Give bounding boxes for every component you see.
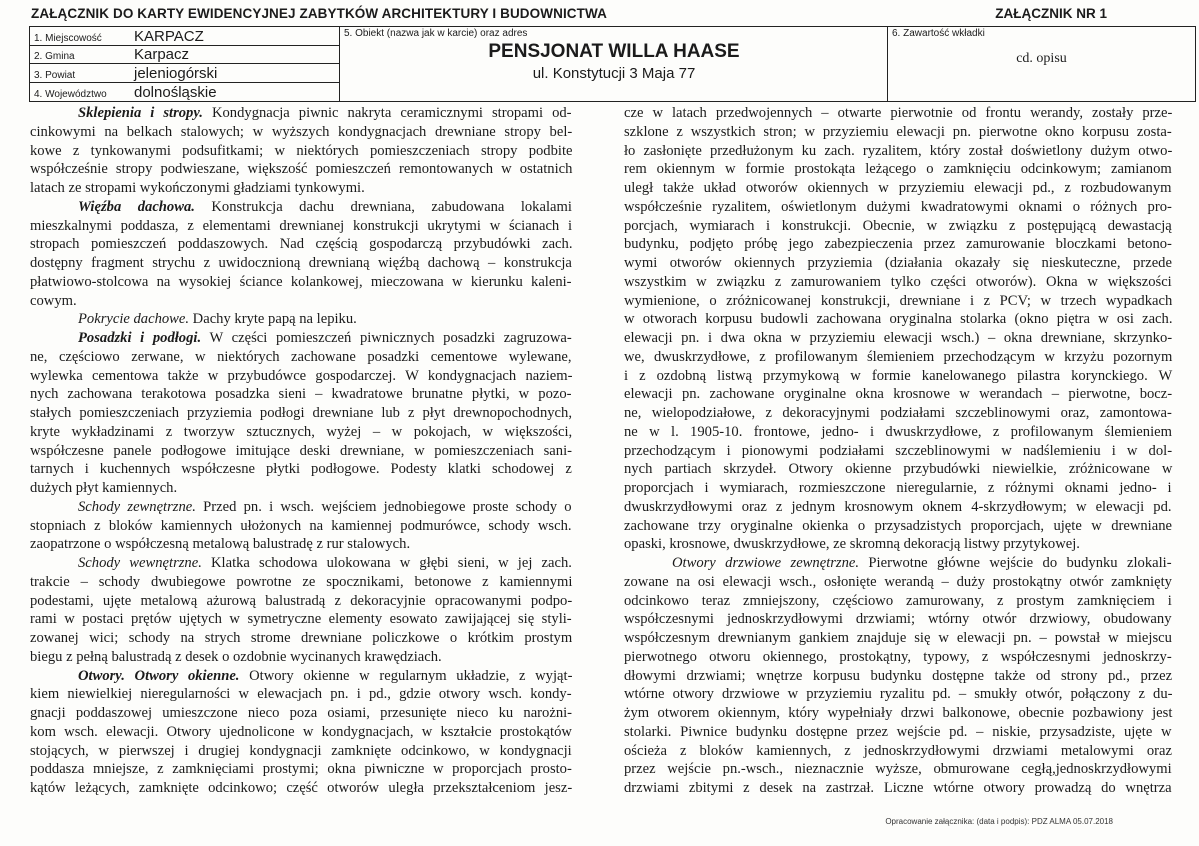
text-line: [30, 667, 572, 686]
text-line: [30, 310, 572, 329]
text-line: [30, 554, 572, 573]
line-text: W części pomieszczeń piwnicznych posadzki zagruzowa-: [201, 330, 572, 346]
section-heading: Schody zewnętrzne.: [78, 498, 196, 515]
field-label: 3. Powiat: [34, 69, 76, 81]
line-text: zowane na osi elewacji wsch., osłonięte werandą – duży prostokątny otwór zamknięty: [624, 573, 1172, 590]
line-text: stałych pomieszczeniach przyziemia podłogi drewniane lub z płyt drewnopochodnych,: [30, 405, 572, 421]
line-text: zachowane trzy oryginalne okienka o przysadzistych proporcjach, ujęte w drewniane: [624, 517, 1172, 534]
text-line: [30, 610, 572, 629]
line-text: pierwotnego otworu okiennego, prostokątny, typowy, z współczesnymi jednoskrzy-: [624, 648, 1172, 665]
section-heading: Posadzki i podłogi.: [78, 330, 202, 346]
text-line: [624, 217, 1172, 236]
text-line: [30, 254, 572, 273]
line-text: elewacji pn. i dwa okna w przyziemiu elewacji wsch.) – okna drewniane, skrzynko-: [624, 330, 1173, 346]
footer-note: Opracowanie załącznika: (data i podpis): PDZ ALMA 05.07.2018: [885, 817, 1113, 826]
text-line: [624, 142, 1172, 161]
line-text: kowe z tynkowanymi podsufitkami; w niektórych pomieszczeniach stropy podbite: [30, 142, 573, 159]
line-text: ne, częściowo zerwane, w niektórych zachowane posadzki cementowe wylewane,: [30, 348, 572, 365]
text-line: [30, 273, 572, 292]
line-text: dostępny fragment strychu z uwidocznioną drewnianą więźbą dachową – konstrukcja: [30, 255, 572, 271]
text-line: [624, 348, 1172, 367]
text-line: [624, 667, 1172, 686]
line-text: wylewka cementowa także w przybudówce gospodarczej. W kondygnacjach naziem-: [30, 367, 573, 384]
line-text: stropach pomieszczeń poddaszowych. Nad częścią gospodarczą przybudówki zach.: [30, 236, 573, 253]
field-row-county: [30, 64, 340, 83]
text-line: [30, 535, 572, 554]
line-text: ne, wielopodziałowe, z dekoracyjnymi podziałami szczeblinowymi oraz, zamontowa-: [624, 405, 1172, 421]
text-line: [30, 517, 572, 536]
line-text: wtórne otwory drzwiowe w przyziemiu ryzalitu pd. – smukły otwór, połączony z du-: [624, 686, 1173, 703]
line-text: dłowymi drzwiami; wnętrze korpusu budynku dostępne także od strony pd., przez: [624, 667, 1173, 684]
text-column-left: [30, 104, 572, 798]
text-line: [30, 142, 572, 161]
text-line: [30, 385, 572, 404]
text-line: [30, 179, 572, 198]
line-text: Klatka schodowa ulokowana w głębi sieni, w jej zach.: [201, 555, 572, 571]
text-line: [624, 479, 1172, 498]
text-line: [624, 648, 1172, 667]
line-text: stolarki. Piwnice budynku dostępne przez wejście pd. – niskie, przysadziste, ujęte w: [624, 723, 1172, 740]
text-line: [30, 573, 572, 592]
text-line: [624, 685, 1172, 704]
attachment-title: ZAŁĄCZNIK DO KARTY EWIDENCYJNEJ ZABYTKÓW ARCHITEKTURY I BUDOWNICTWA: [31, 6, 607, 21]
text-line: [30, 742, 572, 761]
text-line: [30, 198, 572, 217]
text-line: [624, 423, 1172, 442]
text-line: [624, 367, 1172, 386]
line-text: w otworach korpusu budowli zachowana oryginalna stolarka (okno piętra w osi zach.: [624, 311, 1173, 328]
attachment-number: ZAŁĄCZNIK NR 1: [995, 6, 1107, 21]
text-line: [30, 704, 572, 723]
text-line: [624, 123, 1172, 142]
object-label: 5. Obiekt (nazwa jak w karcie) oraz adres: [344, 28, 528, 39]
text-line: [624, 498, 1172, 517]
text-line: [30, 123, 572, 142]
text-line: [30, 498, 572, 517]
text-line: [624, 554, 1172, 573]
line-text: tarnych i kuchennych współczesne płytki podłogowe. Podesty klatki schodowej z: [30, 461, 572, 478]
text-line: [30, 160, 572, 179]
line-text: zowanej wici; schody na strych strome drewniane policzkowe o krótkim prostym: [30, 630, 573, 646]
text-line: [624, 235, 1172, 254]
text-line: [624, 273, 1172, 292]
line-text: współcześnie ryzalitem, oświetlonym dużymi kwadratowymi oknami o różnych pro-: [624, 198, 1172, 215]
object-address: ul. Konstytucji 3 Maja 77: [532, 65, 696, 82]
line-text: trakcie – schody dwubiegowe powrotne ze spocznikami, betonowe z kamiennymi: [30, 573, 573, 590]
line-text: stopniach z bloków kamiennych ułożonych na kamiennej podmurówce, schody wsch.: [30, 517, 572, 534]
text-line: [30, 648, 572, 667]
line-text: wymienione, o zróżnicowanej konstrukcji, drewniane i z PCV; w trzech wypadkach: [624, 292, 1173, 309]
text-line: [30, 479, 572, 498]
line-text: współcześnie stropy podwieszane, większość pomieszczeń remontowanych w ostatnich: [30, 161, 573, 178]
location-fields: [30, 27, 340, 101]
object-cell: [340, 27, 888, 101]
contents-value: cd. opisu: [1016, 51, 1067, 66]
field-value: Karpacz: [134, 46, 190, 63]
text-line: [30, 460, 572, 479]
text-line: [30, 685, 572, 704]
field-row-voivodeship: [30, 83, 340, 102]
section-heading: Schody wewnętrzne.: [78, 555, 202, 571]
text-line: [30, 723, 572, 742]
line-text: we, dwuskrzydłowe, z profilowanym ślemieniem przechodzącym w krzyżu pozornym: [624, 348, 1173, 365]
text-line: [624, 573, 1172, 592]
line-text: współczesnym drewnianym gankiem znajduje się w elewacji pn. – powstał w miejscu: [624, 630, 1172, 646]
text-line: [30, 404, 572, 423]
text-line: [624, 404, 1172, 423]
section-heading: Otwory drzwiowe zewnętrzne.: [672, 555, 860, 571]
line-text: rami w postaci prętów ujętych w symetryczne elementy esowato zawijającej się styli-: [30, 611, 572, 628]
text-line: [624, 460, 1172, 479]
field-label: 2. Gmina: [34, 51, 75, 62]
field-row-locality: [30, 27, 340, 46]
text-line: [30, 367, 572, 386]
text-line: [624, 310, 1172, 329]
text-line: [624, 198, 1172, 217]
line-text: wymi otworów okiennych przyziemia (działania okazały się nieskuteczne, przede: [624, 255, 1172, 271]
line-text: nych zachowana terakotowa posadzka sieni – kwadratowe brunatne płytki, w pozo-: [30, 386, 572, 403]
line-text: współczesne panele podłogowe imitujące deski drewniane, w pomieszczeniach sani-: [30, 442, 572, 459]
text-line: [624, 535, 1172, 554]
contents-label: 6. Zawartość wkładki: [892, 28, 985, 39]
line-text: Kondygnacja piwnic nakryta ceramicznymi stropami od-: [202, 105, 572, 121]
text-line: [624, 760, 1172, 779]
line-text: Konstrukcja dachu drewniana, zabudowana lokalami: [194, 198, 572, 215]
text-line: [624, 442, 1172, 461]
text-line: [624, 592, 1172, 611]
text-line: [30, 329, 572, 348]
line-text: biegu z pełną balustradą z desek o ozdobnie wycinanych krawędziach.: [30, 648, 442, 665]
line-text: mieszkalnymi poddasza, z elementami drewnianej konstrukcji ukrytymi w ścianach i: [30, 217, 573, 234]
line-text: przechodzącym i pionowymi podziałami szczeblinowymi w nadślemieniu i w dol-: [624, 442, 1173, 459]
line-text: uległ także układ otworów okiennych w przyziemiu elewacji pd., z rozbudowanym: [624, 180, 1172, 196]
field-row-commune: [30, 46, 340, 65]
section-heading: Więźba dachowa.: [78, 198, 195, 215]
field-value: jeleniogórski: [134, 64, 218, 82]
line-text: proporcjach i wymiarach, rozmieszczone nieregularnie, z różnymi oknami jedno- i: [624, 480, 1172, 496]
line-text: płatwiowo-stolcowa na wysokiej ściance kolankowej, mieczowana w kierunku kaleni-: [30, 273, 572, 290]
text-line: [30, 760, 572, 779]
line-text: i z ozdobną listwą przymykową w formie kanelowanego pilastra korynckiego. W: [624, 367, 1173, 384]
object-name: PENSJONAT WILLA HAASE: [488, 41, 740, 62]
line-text: szklone z wszystkich stron; w przyziemiu elewacji pn. pierwotne okno korpusu zosta-: [624, 123, 1172, 140]
field-value: dolnośląskie: [134, 84, 217, 101]
line-text: poddasza mniejsze, z zamknięciami prostymi; okna piwniczne w proporcjach prosto-: [30, 761, 572, 778]
text-line: [30, 104, 572, 123]
line-text: podestami, ujęte metalową ażurową balustradą z dekoracyjnie opracowanymi podpo-: [30, 592, 573, 609]
line-text: przez wejście pn.-wsch., nieznacznie wyższe, obmurowane cegłą,jednoskrzydłowymi: [624, 761, 1172, 778]
text-line: [624, 610, 1172, 629]
line-text: żym otworem okiennym, który wypełniały drzwi balkonowe, obecnie pozbawiony jest: [624, 705, 1173, 721]
line-text: gnacji poddaszowej umieszczone nieco poza osiami, przesunięte nieco ku narożni-: [30, 705, 573, 721]
line-text: cowym.: [30, 292, 77, 309]
line-text: kom wsch. elewacji. Otwory ujednolicone w kondygnacjach, w kształcie prostokątów: [30, 723, 572, 740]
contents-cell: [888, 27, 1195, 101]
text-line: [624, 254, 1172, 273]
line-text: dużych płyt kamiennych.: [30, 480, 178, 496]
text-line: [30, 292, 572, 311]
line-text: budynku, podjęto próbę jego zabezpieczenia przez zamurowanie bloczkami betono-: [624, 236, 1172, 253]
line-text: ne w l. 1905-10. frontowe, jedno- i dwuskrzydłowe, z profilowanym ślemieniem: [624, 423, 1172, 440]
text-line: [30, 217, 572, 236]
text-column-right: [624, 104, 1172, 798]
line-text: ościeża z bloków kamiennych, z jednoskrzydłowymi drzwiami metalowymi oraz: [624, 742, 1172, 759]
text-line: [624, 329, 1172, 348]
text-line: [624, 704, 1172, 723]
text-line: [30, 348, 572, 367]
line-text: zaopatrzone o współczesną metalową balustradę z rur stalowych.: [30, 536, 411, 553]
line-text: dwuskrzydłowymi oraz z jednym krosnowym oknem 4-skrzydłowym; w elewacji pd.: [624, 498, 1172, 515]
text-line: [30, 592, 572, 611]
text-line: [30, 235, 572, 254]
line-text: cze w latach przedwojennych – otwarte pierwotnie od frontu werandy, zostały prze-: [624, 105, 1173, 121]
text-line: [30, 442, 572, 461]
text-line: [624, 723, 1172, 742]
line-text: kątów leżących, zamknięte odcinkowo; część otworów uległa przekształceniom jesz-: [30, 780, 573, 796]
line-text: Dachy kryte papą na lepiku.: [189, 311, 357, 328]
line-text: Pierwotne główne wejście do budynku zlokali-: [859, 555, 1172, 571]
text-line: [30, 423, 572, 442]
text-line: [624, 779, 1172, 798]
text-line: [624, 160, 1172, 179]
line-text: wszystkim w związku z zamurowaniem tylko części otworów). Okna w większości: [624, 273, 1172, 290]
line-text: rem okiennym w formie prostokąta leżącego o zamknięciu odcinkowym; zamianom: [624, 161, 1172, 178]
line-text: odcinkowo teraz zmniejszony, częściowo zamurowany, z prostym zamknięciem i: [624, 592, 1172, 609]
line-text: cinkowymi na belkach stalowych; w wyższych kondygnacjach drewniane stropy bel-: [30, 123, 573, 140]
text-line: [624, 517, 1172, 536]
line-text: kryte wykładzinami z tworzyw sztucznych, wyżej – w pokojach, w większości,: [30, 423, 573, 440]
text-line: [624, 629, 1172, 648]
line-text: ło zasłonięte przedłużonym ku zach. ryzalitem, który został doświetlony dużym otwo-: [624, 142, 1173, 159]
text-line: [30, 779, 572, 798]
text-line: [624, 292, 1172, 311]
line-text: współczesnymi jednoskrzydłowymi drzwiami; wtórny otwór drzwiowy, obudowany: [624, 611, 1172, 628]
section-heading: Sklepienia i stropy.: [78, 105, 203, 121]
line-text: kiem niewielkiej nieregularności w elewacjach pn. i pd., gdzie otwory wsch. kondy-: [30, 686, 572, 703]
line-text: stojących, w pierwszej i drugiej kondygnacji zamknięte odcinkowo, w kondygnacji: [30, 742, 572, 759]
line-text: elewacji pn. zachowane oryginalne okna krosnowe w werandach – pierwotne, bocz-: [624, 386, 1173, 403]
line-text: Otwory okienne w regularnym układzie, z wyjąt-: [239, 667, 573, 684]
section-heading: Pokrycie dachowe.: [78, 311, 190, 328]
text-line: [624, 385, 1172, 404]
line-text: Przed pn. i wsch. wejściem jednobiegowe proste schody o: [195, 498, 572, 515]
field-label: 1. Miejscowość: [34, 32, 102, 44]
line-text: drzwiami zbitymi z desek na zastrzał. Liczne wtórne otwory prowadzą do wnętrza: [624, 780, 1172, 796]
line-text: latach ze stropami wykończonymi gładziami tynkowymi.: [30, 180, 365, 196]
line-text: nych partiach skrzydeł. Otwory okienne przybudówki niewielkie, zróżnicowane w: [624, 461, 1173, 478]
section-heading: Otwory. Otwory okienne.: [78, 667, 240, 684]
line-text: opaski, krosnowe, dwuskrzydłowe, ze skromną dekoracją listwy przytykowej.: [624, 536, 1080, 553]
line-text: porcjach, wymiarach i konstrukcji. Obecnie, w związku z postępującą dewastacją: [624, 217, 1172, 234]
text-line: [30, 629, 572, 648]
text-line: [624, 179, 1172, 198]
field-label: 4. Województwo: [34, 89, 107, 100]
header-form: [29, 26, 1196, 102]
field-value: KARPACZ: [134, 27, 204, 45]
text-line: [624, 104, 1172, 123]
text-line: [624, 742, 1172, 761]
